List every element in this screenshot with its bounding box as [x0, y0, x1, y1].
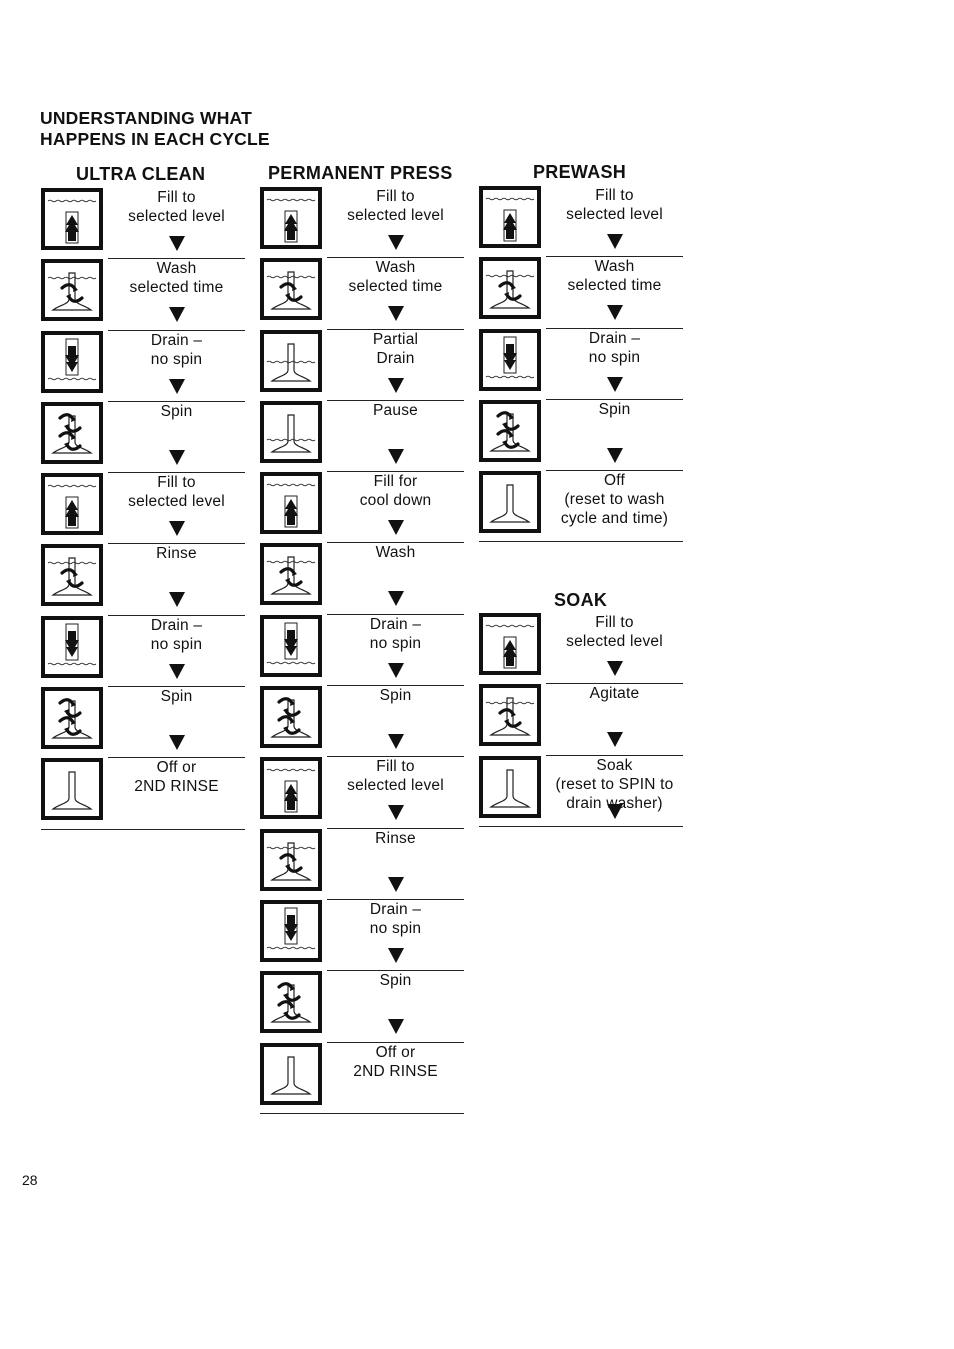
step-text	[546, 257, 683, 325]
step-text	[546, 471, 683, 539]
step-label: Wash selected time	[567, 258, 662, 295]
down-arrow-icon	[607, 804, 623, 819]
cycle-step	[260, 829, 464, 900]
wash-icon	[479, 257, 541, 319]
cycle-step	[479, 186, 683, 257]
ultra-clean-column	[41, 188, 245, 830]
step-label: Agitate	[589, 685, 640, 703]
cycle-step	[260, 900, 464, 971]
down-arrow-icon	[388, 1019, 404, 1034]
step-label: Wash selected time	[129, 260, 224, 297]
step-text	[327, 187, 464, 255]
step-text	[327, 258, 464, 326]
step-label: Fill to selected level	[566, 187, 663, 223]
cycle-step	[260, 971, 464, 1042]
down-arrow-icon	[607, 732, 623, 747]
step-divider	[260, 1113, 464, 1114]
step-label: Drain – no spin	[588, 329, 641, 366]
heading-line-1: UNDERSTANDING WHAT	[40, 108, 252, 128]
step-label: Fill to selected level	[128, 474, 225, 511]
step-text	[546, 329, 683, 397]
wash-icon	[260, 829, 322, 891]
step-label: Soak (reset to SPIN to drain washer)	[555, 756, 674, 812]
spin-icon	[41, 402, 103, 464]
down-arrow-icon	[388, 734, 404, 749]
cycle-step	[479, 400, 683, 471]
fill-icon	[260, 187, 322, 249]
cycle-step	[260, 330, 464, 401]
fill-icon	[260, 757, 322, 819]
step-text	[108, 616, 245, 684]
down-arrow-icon	[169, 735, 185, 750]
down-arrow-icon	[388, 306, 404, 321]
prewash-column	[479, 186, 683, 542]
cycle-step	[41, 544, 245, 615]
cycle-step	[260, 258, 464, 329]
cycle-step	[41, 616, 245, 687]
step-text	[546, 756, 683, 824]
step-label: Spin	[160, 402, 193, 420]
step-text	[327, 757, 464, 825]
step-label: Fill for cool down	[359, 473, 432, 510]
step-text	[327, 472, 464, 540]
step-text	[108, 402, 245, 470]
step-label: Off or 2ND RINSE	[134, 759, 219, 796]
step-text	[108, 188, 245, 256]
cycle-step	[479, 684, 683, 755]
down-arrow-icon	[388, 591, 404, 606]
down-arrow-icon	[388, 378, 404, 393]
down-arrow-icon	[169, 307, 185, 322]
down-arrow-icon	[169, 664, 185, 679]
step-label: Rinse	[156, 545, 197, 563]
down-arrow-icon	[388, 805, 404, 820]
down-arrow-icon	[169, 379, 185, 394]
down-arrow-icon	[607, 448, 623, 463]
step-label: Fill to selected level	[347, 758, 444, 795]
step-label: Spin	[598, 400, 631, 418]
step-text	[327, 330, 464, 398]
cycle-step	[260, 401, 464, 472]
fill-icon	[479, 613, 541, 675]
drain-icon	[260, 900, 322, 962]
soak-title: SOAK	[554, 590, 608, 610]
down-arrow-icon	[607, 234, 623, 249]
drain-icon	[479, 329, 541, 391]
off-icon	[479, 756, 541, 818]
step-text	[108, 331, 245, 399]
drain-icon	[260, 615, 322, 677]
cycle-step	[260, 187, 464, 258]
off-icon	[41, 758, 103, 820]
wash-icon	[260, 543, 322, 605]
down-arrow-icon	[169, 592, 185, 607]
wash-icon	[41, 544, 103, 606]
prewash-title: PREWASH	[533, 162, 627, 182]
down-arrow-icon	[388, 877, 404, 892]
wash-icon	[41, 259, 103, 321]
down-arrow-icon	[607, 377, 623, 392]
down-arrow-icon	[388, 520, 404, 535]
step-text	[546, 684, 683, 752]
down-arrow-icon	[388, 663, 404, 678]
down-arrow-icon	[388, 449, 404, 464]
step-text	[108, 473, 245, 541]
cycle-step	[41, 758, 245, 829]
cycle-step	[479, 756, 683, 827]
step-label: Off or 2ND RINSE	[353, 1043, 438, 1080]
step-text	[327, 1043, 464, 1111]
step-text	[327, 971, 464, 1039]
drain-icon	[41, 616, 103, 678]
cycle-step	[260, 615, 464, 686]
step-label: Wash	[375, 544, 416, 562]
step-text	[327, 686, 464, 754]
step-label: Spin	[379, 687, 412, 705]
cycle-step	[260, 1043, 464, 1114]
step-label: Fill to selected level	[347, 188, 444, 224]
cycle-step	[41, 402, 245, 473]
down-arrow-icon	[388, 948, 404, 963]
down-arrow-icon	[169, 521, 185, 536]
fill-icon	[41, 473, 103, 535]
step-divider	[479, 826, 683, 827]
step-text	[108, 687, 245, 755]
page-number: 28	[22, 1172, 38, 1188]
step-text	[327, 829, 464, 897]
step-label: Wash selected time	[348, 259, 443, 296]
step-label: Drain – no spin	[150, 331, 203, 368]
step-text	[108, 259, 245, 327]
off-icon	[479, 471, 541, 533]
step-label: Rinse	[375, 829, 416, 847]
fill-icon	[260, 472, 322, 534]
wash-icon	[479, 684, 541, 746]
off-icon	[260, 1043, 322, 1105]
step-label: Spin	[379, 972, 412, 990]
pause-icon	[260, 401, 322, 463]
down-arrow-icon	[388, 235, 404, 250]
spin-icon	[479, 400, 541, 462]
cycle-step	[479, 257, 683, 328]
cycle-step	[260, 757, 464, 828]
cycle-step	[260, 472, 464, 543]
step-label: Drain – no spin	[369, 900, 422, 937]
step-divider	[479, 541, 683, 542]
fill-icon	[41, 188, 103, 250]
drain-icon	[41, 331, 103, 393]
cycle-step	[479, 613, 683, 684]
down-arrow-icon	[169, 236, 185, 251]
cycle-step	[41, 188, 245, 259]
step-text	[108, 544, 245, 612]
step-text	[546, 613, 683, 681]
step-text	[546, 186, 683, 254]
step-text	[108, 758, 245, 826]
section-heading	[40, 108, 270, 150]
step-text	[327, 543, 464, 611]
down-arrow-icon	[169, 450, 185, 465]
cycle-step	[41, 259, 245, 330]
wash-icon	[260, 258, 322, 320]
step-divider	[41, 829, 245, 830]
cycle-step	[41, 473, 245, 544]
partial-drain-icon	[260, 330, 322, 392]
step-label: Drain – no spin	[150, 616, 203, 653]
cycle-step	[41, 331, 245, 402]
step-label: Pause	[373, 401, 418, 419]
fill-icon	[479, 186, 541, 248]
step-label: Drain – no spin	[369, 615, 422, 652]
down-arrow-icon	[607, 305, 623, 320]
cycle-step	[260, 686, 464, 757]
cycle-step	[479, 471, 683, 542]
step-label: Fill to selected level	[128, 189, 225, 225]
step-label: Fill to selected level	[566, 614, 663, 650]
step-text	[546, 400, 683, 468]
soak-column	[479, 613, 683, 827]
cycle-step	[41, 687, 245, 758]
permanent-press-title: PERMANENT PRESS	[268, 163, 453, 183]
step-label: Spin	[160, 688, 193, 706]
cycle-step	[479, 329, 683, 400]
step-label: Partial Drain	[372, 330, 419, 367]
permanent-press-column	[260, 187, 464, 1114]
step-text	[327, 401, 464, 469]
spin-icon	[260, 971, 322, 1033]
ultra-clean-title: ULTRA CLEAN	[76, 164, 206, 184]
step-text	[327, 900, 464, 968]
down-arrow-icon	[607, 661, 623, 676]
cycle-step	[260, 543, 464, 614]
spin-icon	[260, 686, 322, 748]
spin-icon	[41, 687, 103, 749]
step-text	[327, 615, 464, 683]
heading-line-2: HAPPENS IN EACH CYCLE	[40, 129, 270, 149]
step-label: Off (reset to wash cycle and time)	[560, 472, 669, 528]
